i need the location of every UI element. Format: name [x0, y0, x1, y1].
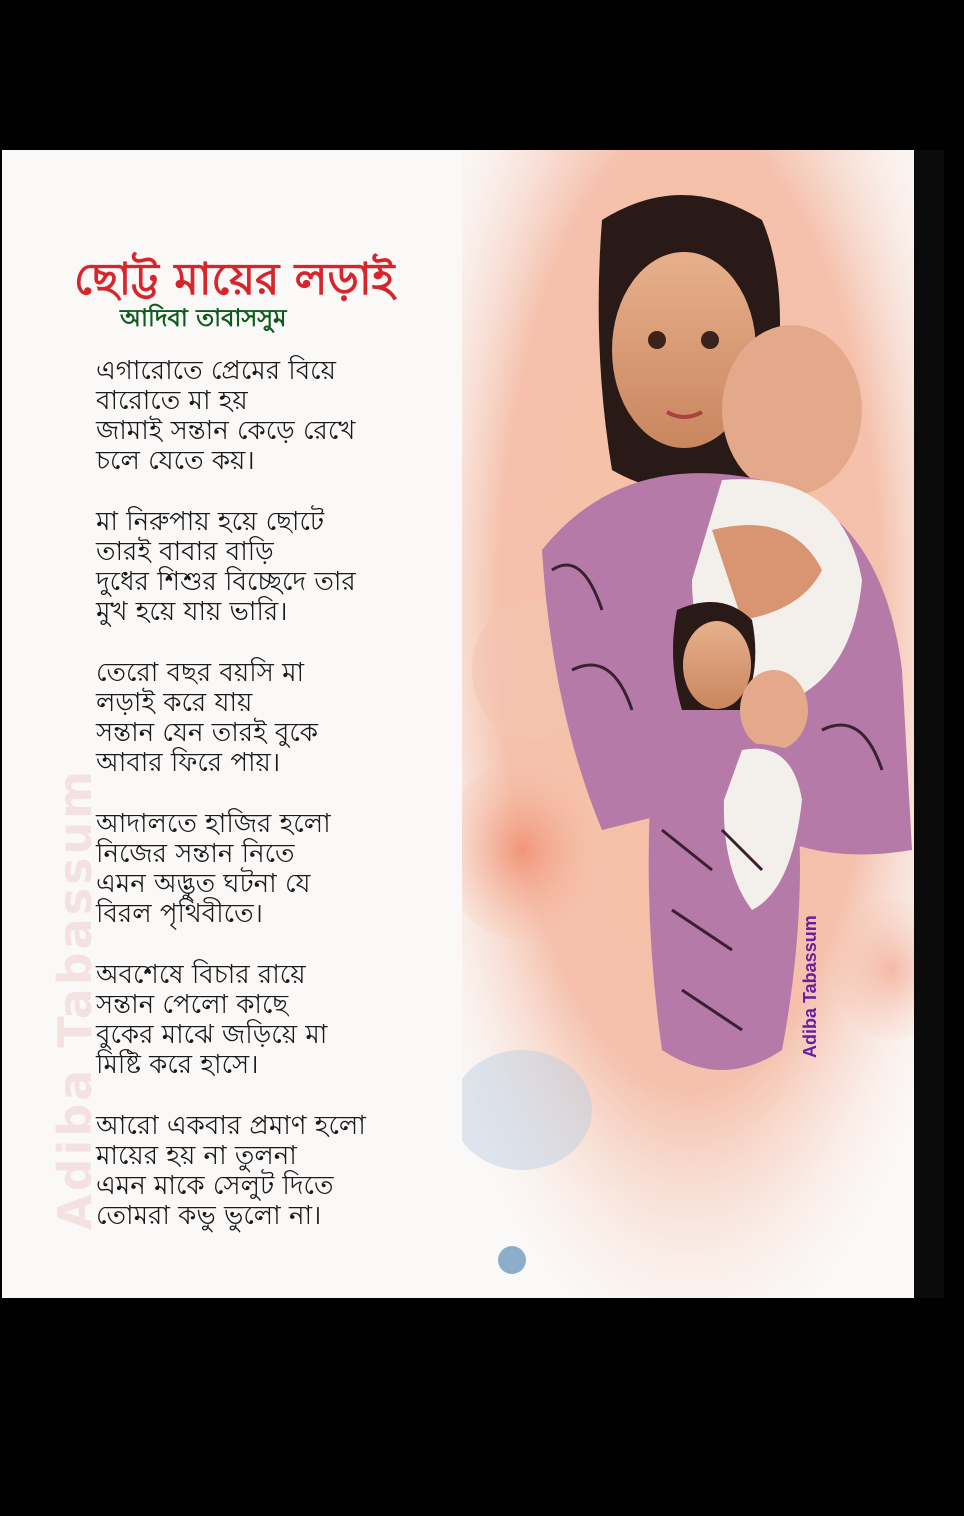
poem-line: বিরল পৃথিবীতে।: [96, 899, 263, 929]
poem-card: [2, 150, 942, 1298]
stanza: [96, 1111, 456, 1231]
poem-line: তেরো বছর বয়সি মা: [96, 658, 305, 688]
stanza: [96, 507, 456, 627]
illustration-mother-and-baby: [462, 150, 918, 1298]
poem-line: সন্তান যেন তারই বুকে: [96, 718, 318, 748]
poem-line: সন্তান পেলো কাছে: [96, 990, 289, 1020]
poem-line: আরো একবার প্রমাণ হলো: [96, 1111, 366, 1141]
poem-line: আদালতে হাজির হলো: [96, 809, 331, 839]
poem-line: নিজের সন্তান নিতে: [96, 839, 295, 869]
poem-line: মিষ্টি করে হাসে।: [96, 1050, 259, 1080]
poem-line: এমন অদ্ভুত ঘটনা যে: [96, 869, 311, 899]
poem-line: জামাই সন্তান কেড়ে রেখে: [96, 416, 356, 446]
poem-line: এমন মাকে সেলুট দিতে: [96, 1171, 334, 1201]
poem-line: মায়ের হয় না তুলনা: [96, 1141, 297, 1171]
poem-line: আবার ফিরে পায়।: [96, 748, 281, 778]
poem-line: চলে যেতে কয়।: [96, 446, 255, 476]
stanza: [96, 658, 456, 778]
poem-line: দুধের শিশুর বিচ্ছেদে তার: [96, 567, 356, 597]
poem-line: বারোতে মা হয়: [96, 386, 248, 416]
poem-line: অবশেষে বিচার রায়ে: [96, 960, 306, 990]
poem-line: মা নিরুপায় হয়ে ছোটে: [96, 507, 325, 537]
stanza: [96, 356, 456, 476]
watermark-text: Adiba Tabassum: [48, 767, 102, 1230]
stanza: [96, 809, 456, 929]
artist-signature: Adiba Tabassum: [800, 915, 820, 1058]
poem-line: এগারোতে প্রেমের বিয়ে: [96, 356, 336, 386]
poem-author: আদিবা তাবাসসুম: [120, 303, 287, 332]
poem-title: ছোট্ট মায়ের লড়াই: [74, 254, 395, 305]
poem-body: [96, 356, 456, 1262]
poem-line: তারই বাবার বাড়ি: [96, 537, 274, 567]
poem-line: তোমরা কভু ভুলো না।: [96, 1201, 322, 1231]
poem-line: মুখ হয়ে যায় ভারি।: [96, 597, 288, 627]
stanza: [96, 960, 456, 1080]
poem-line: লড়াই করে যায়: [96, 688, 253, 718]
frame-edge: [914, 150, 944, 1298]
poem-line: বুকের মাঝে জড়িয়ে মা: [96, 1020, 328, 1050]
